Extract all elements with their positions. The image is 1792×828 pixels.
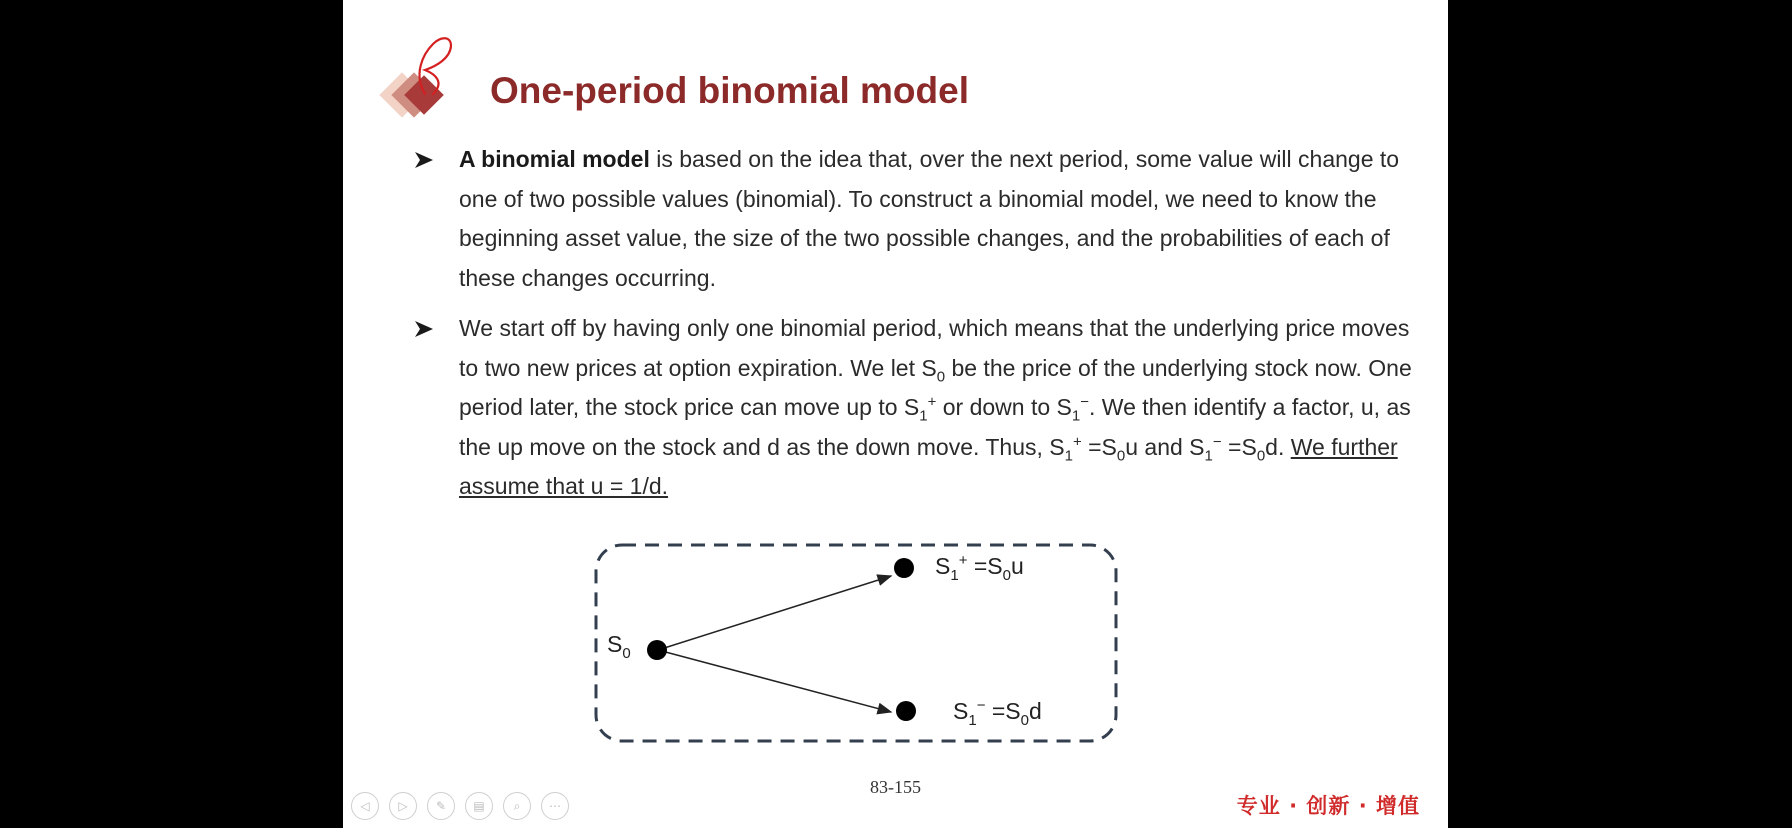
up-branch-arrow — [658, 576, 891, 650]
zoom-button[interactable] — [503, 792, 531, 820]
prev-slide-button[interactable] — [351, 792, 379, 820]
next-slide-button[interactable] — [389, 792, 417, 820]
more-options-button[interactable] — [541, 792, 569, 820]
pen-icon: ✎ — [435, 799, 447, 813]
ellipsis-icon: ⋯ — [549, 799, 561, 813]
chevron-right-icon: ▷ — [398, 799, 408, 813]
arrowhead-bullet-icon — [413, 149, 435, 171]
magnifier-icon: ⌕ — [513, 798, 521, 813]
bullet-item — [413, 140, 1423, 298]
binomial-tree-diagram — [593, 540, 1133, 755]
bullet-text: We start off by having only one binomial period, which means that the underlying price moves to two new prices at option expiration. We let $S_0$ be the price of the underlying stock now. One period later, the stock price can move up to $S_1^+$ or down to $S_1^-$. We then identify a factor, u, as the up move on the stock and d as the down move. Thus, $S_1^+ =S_0u$ and $S_1^- =S_0d$. We further assume that u = 1/d. — [459, 315, 1412, 499]
term-bold: A binomial model — [459, 146, 650, 172]
title-row — [373, 30, 1273, 120]
root-node — [647, 640, 667, 660]
page-number: 83-155 — [870, 777, 921, 797]
down-node-label: $S_1^- =S_0d$ — [953, 697, 1042, 729]
slides-overview-button[interactable] — [465, 792, 493, 820]
down-node — [896, 701, 916, 721]
pen-tool-button[interactable] — [427, 792, 455, 820]
root-label: $S_0$ — [607, 631, 631, 662]
up-node — [894, 558, 914, 578]
bullet-item — [413, 309, 1423, 507]
slogan-watermark: 专业 · 创新 · 增值 — [1236, 794, 1420, 818]
assumption-text: We further assume that u = 1/d. — [459, 433, 1398, 499]
arrowhead-bullet-icon — [413, 318, 435, 340]
slide — [343, 0, 1448, 828]
slide-title: One-period binomial model — [490, 70, 969, 111]
bullet-list — [413, 140, 1423, 518]
grid-icon: ▤ — [473, 799, 485, 813]
up-node-label: $S_1^+ =S_0u$ — [935, 552, 1024, 584]
bullet-text: A binomial model is based on the idea that, over the next period, some value will change to one of two possible values (binomial). To construct a binomial model, we need to know the beginning asset value, the size of the two possible changes, and the probabilities of each of these changes occurring. — [459, 146, 1400, 291]
chevron-left-icon: ◁ — [360, 799, 370, 813]
down-branch-arrow — [658, 650, 891, 712]
binomial-tree-svg — [593, 540, 1133, 750]
presentation-toolbar — [351, 792, 569, 820]
